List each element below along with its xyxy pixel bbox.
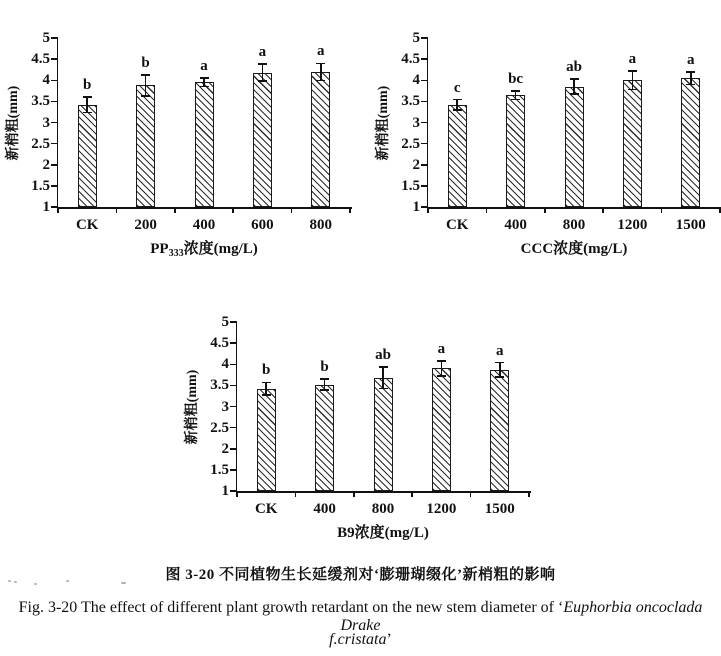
x-category-label: CK <box>75 217 99 233</box>
x-axis-title-text: PP <box>150 241 169 257</box>
sig-letter: a <box>628 50 637 67</box>
sig-letter: a <box>200 58 208 75</box>
error-bar-cap-top <box>379 366 388 368</box>
error-bar-cap-top <box>320 378 329 380</box>
error-bar-cap-top <box>141 74 150 76</box>
bar <box>448 105 467 207</box>
x-axis-tick <box>232 207 234 213</box>
caption-en-species-form: f.cristata <box>329 631 387 648</box>
error-bar-cap-top <box>570 78 579 80</box>
error-bar-cap-bottom <box>453 109 462 111</box>
bar <box>374 378 393 491</box>
x-axis-title <box>428 240 720 258</box>
sig-letter: a <box>437 340 446 357</box>
x-category-label: 1500 <box>484 501 515 517</box>
y-axis-tick <box>421 143 427 145</box>
x-axis-tick <box>291 207 293 213</box>
y-tick-label: 2.5 <box>401 135 420 152</box>
error-bar-cap-top <box>511 90 520 92</box>
y-axis-tick <box>421 185 427 187</box>
y-axis-tick <box>230 342 236 344</box>
error-bar-cap-bottom <box>200 86 209 88</box>
error-bar-cap-bottom <box>83 112 92 114</box>
error-bar-cap-top <box>316 63 325 65</box>
y-tick-label: 1.5 <box>210 461 229 478</box>
y-tick-label: 3 <box>412 114 420 131</box>
x-axis-tick <box>116 207 118 213</box>
error-bar-cap-bottom <box>379 388 388 390</box>
caption-en-prefix: Fig. 3-20 The effect of different plant growth retardant on the new stem diameter of ‘ <box>18 599 564 616</box>
y-tick-label: 1 <box>412 199 420 215</box>
bar <box>315 385 334 491</box>
bar <box>623 80 642 207</box>
y-axis-tick <box>421 206 427 208</box>
chart-pp333 <box>0 10 360 272</box>
x-category-label: 800 <box>309 217 333 233</box>
error-bar-line <box>441 361 443 376</box>
x-axis-title-text: B9浓度(mg/L) <box>337 525 429 541</box>
x-axis-tick <box>661 207 663 213</box>
caption-en-close-quote: ’ <box>386 631 392 648</box>
error-bar-cap-top <box>200 77 209 79</box>
y-tick-label: 3.5 <box>401 93 420 110</box>
y-tick-label: 3.5 <box>210 377 229 394</box>
y-tick-label: 2.5 <box>31 135 50 152</box>
x-axis-tick <box>411 491 413 497</box>
y-axis-tick <box>51 185 57 187</box>
error-bar-cap-top <box>258 63 267 65</box>
y-axis-tick <box>51 37 57 39</box>
sig-letter: a <box>496 342 504 359</box>
y-axis-tick <box>230 490 236 492</box>
error-bar-cap-bottom <box>316 80 325 82</box>
y-tick-label: 4 <box>221 356 229 373</box>
sig-letter: b <box>262 362 271 379</box>
x-axis-tick <box>174 207 176 213</box>
error-bar-cap-bottom <box>686 84 695 86</box>
error-bar-cap-top <box>83 96 92 98</box>
bar <box>432 368 451 491</box>
y-tick-label: 2 <box>412 156 420 173</box>
x-axis-title-text: 浓度(mg/L) <box>183 241 258 257</box>
error-bar-cap-top <box>686 71 695 73</box>
x-axis-tick <box>602 207 604 213</box>
y-axis-tick <box>51 101 57 103</box>
y-axis-tick <box>51 164 57 166</box>
x-axis <box>427 207 721 209</box>
y-tick-label: 1.5 <box>401 177 420 194</box>
x-axis-title-text: CCC浓度(mg/L) <box>520 241 628 257</box>
y-axis-tick <box>230 406 236 408</box>
y-tick-label: 1 <box>221 483 229 499</box>
error-bar-line <box>265 382 267 395</box>
sig-letter: b <box>83 77 92 94</box>
x-axis-tick <box>236 491 238 497</box>
error-bar-cap-top <box>437 360 446 362</box>
sig-letter: a <box>258 44 267 61</box>
bar <box>681 78 700 207</box>
error-bar-cap-bottom <box>320 389 329 391</box>
x-category-label: 800 <box>562 217 586 233</box>
y-tick-label: 2.5 <box>210 419 229 436</box>
error-bar-line <box>382 367 384 388</box>
error-bar-line <box>262 64 264 81</box>
error-bar-cap-bottom <box>511 99 520 101</box>
error-bar-line <box>145 75 147 96</box>
sig-letter: a <box>317 43 325 60</box>
error-bar-cap-bottom <box>262 394 271 396</box>
x-category-label: 600 <box>251 217 274 233</box>
x-category-label: 1200 <box>426 501 457 517</box>
x-axis-title <box>58 240 350 263</box>
x-axis-tick <box>470 491 472 497</box>
y-tick-label: 5 <box>412 30 420 46</box>
sig-letter: a <box>687 51 695 68</box>
caption-en-species: Euphorbia oncoclada Drake <box>340 599 703 634</box>
bar <box>136 85 155 207</box>
y-tick-label: 5 <box>221 314 229 330</box>
sig-letter: ab <box>375 347 391 364</box>
x-category-label: 400 <box>504 217 527 233</box>
x-category-label: CK <box>445 217 469 233</box>
sig-letter: ab <box>566 58 582 75</box>
y-axis <box>236 321 238 493</box>
y-axis-tick <box>421 101 427 103</box>
chart-ccc <box>370 10 721 272</box>
y-axis-tick <box>421 122 427 124</box>
y-tick-label: 1.5 <box>31 177 50 194</box>
y-axis-title: 新梢粗(mm) <box>185 369 200 444</box>
bar <box>565 87 584 207</box>
x-axis <box>236 491 531 493</box>
x-axis-tick <box>57 207 59 213</box>
figure-caption-chinese: 图 3-20 不同植物生长延缓剂对‘膨珊瑚缀化’新梢粗的影响 <box>165 567 556 583</box>
error-bar-cap-top <box>495 362 504 364</box>
bar <box>311 72 330 207</box>
y-tick-label: 2 <box>221 440 229 457</box>
x-category-label: 400 <box>313 501 336 517</box>
bar <box>506 95 525 207</box>
y-axis-tick <box>421 37 427 39</box>
x-axis-tick <box>486 207 488 213</box>
error-bar-cap-top <box>628 70 637 72</box>
bar <box>490 370 509 491</box>
y-tick-label: 3.5 <box>31 93 50 110</box>
x-category-label: 800 <box>371 501 395 517</box>
y-axis <box>427 37 429 209</box>
y-tick-label: 4.5 <box>401 51 420 68</box>
y-axis-tick <box>51 80 57 82</box>
y-axis-tick <box>230 364 236 366</box>
y-axis <box>57 37 59 209</box>
x-axis-title <box>237 524 529 542</box>
error-bar-line <box>690 72 692 85</box>
figure-caption-english-line2 <box>0 631 721 649</box>
error-bar-line <box>86 97 88 112</box>
y-axis-title: 新梢粗(mm) <box>6 85 21 160</box>
bar <box>257 389 276 491</box>
bar <box>195 82 214 207</box>
x-axis-tick <box>349 207 351 213</box>
y-tick-label: 2 <box>42 156 50 173</box>
x-axis-title-subscript: 333 <box>168 248 184 259</box>
y-tick-label: 5 <box>42 30 50 46</box>
y-axis-tick <box>51 143 57 145</box>
error-bar-cap-bottom <box>258 80 267 82</box>
sig-letter: bc <box>508 70 524 87</box>
x-category-label: CK <box>254 501 278 517</box>
error-bar-line <box>573 79 575 94</box>
sig-letter: c <box>453 79 461 96</box>
sig-letter: b <box>320 359 329 376</box>
x-category-label: 1500 <box>675 217 706 233</box>
y-axis-tick <box>51 58 57 60</box>
error-bar-cap-top <box>262 382 271 384</box>
error-bar-cap-bottom <box>570 93 579 95</box>
y-axis-tick <box>51 206 57 208</box>
y-axis-tick <box>421 164 427 166</box>
error-bar-cap-bottom <box>495 376 504 378</box>
x-axis-tick <box>528 491 530 497</box>
error-bar-cap-top <box>453 99 462 101</box>
error-bar-line <box>632 71 634 90</box>
x-category-label: 1200 <box>617 217 648 233</box>
x-axis <box>57 207 352 209</box>
y-axis-tick <box>51 122 57 124</box>
y-tick-label: 1 <box>42 199 50 215</box>
error-bar-line <box>499 363 501 377</box>
bar <box>78 105 97 207</box>
x-category-label: 200 <box>134 217 157 233</box>
x-axis-tick <box>353 491 355 497</box>
bar <box>253 73 272 207</box>
y-axis-tick <box>230 448 236 450</box>
error-bar-line <box>320 63 322 80</box>
y-axis-tick <box>421 80 427 82</box>
y-axis-tick <box>230 469 236 471</box>
y-tick-label: 4 <box>412 72 420 89</box>
x-axis-tick <box>544 207 546 213</box>
y-axis-tick <box>230 321 236 323</box>
y-axis-tick <box>421 58 427 60</box>
error-bar-cap-bottom <box>437 375 446 377</box>
y-tick-label: 4.5 <box>31 51 50 68</box>
figure-caption-english-line1 <box>0 599 721 635</box>
error-bar-cap-bottom <box>141 95 150 97</box>
x-axis-tick <box>295 491 297 497</box>
y-tick-label: 4 <box>42 72 50 89</box>
error-bar-cap-bottom <box>628 89 637 91</box>
sig-letter: b <box>141 54 150 71</box>
y-axis-tick <box>230 385 236 387</box>
x-axis-tick <box>427 207 429 213</box>
x-category-label: 400 <box>192 217 216 233</box>
y-tick-label: 3 <box>42 114 50 131</box>
y-tick-label: 3 <box>221 398 229 415</box>
chart-b9 <box>179 294 539 556</box>
y-axis-title: 新梢粗(mm) <box>376 85 391 160</box>
y-tick-label: 4.5 <box>210 335 229 352</box>
y-axis-tick <box>230 427 236 429</box>
